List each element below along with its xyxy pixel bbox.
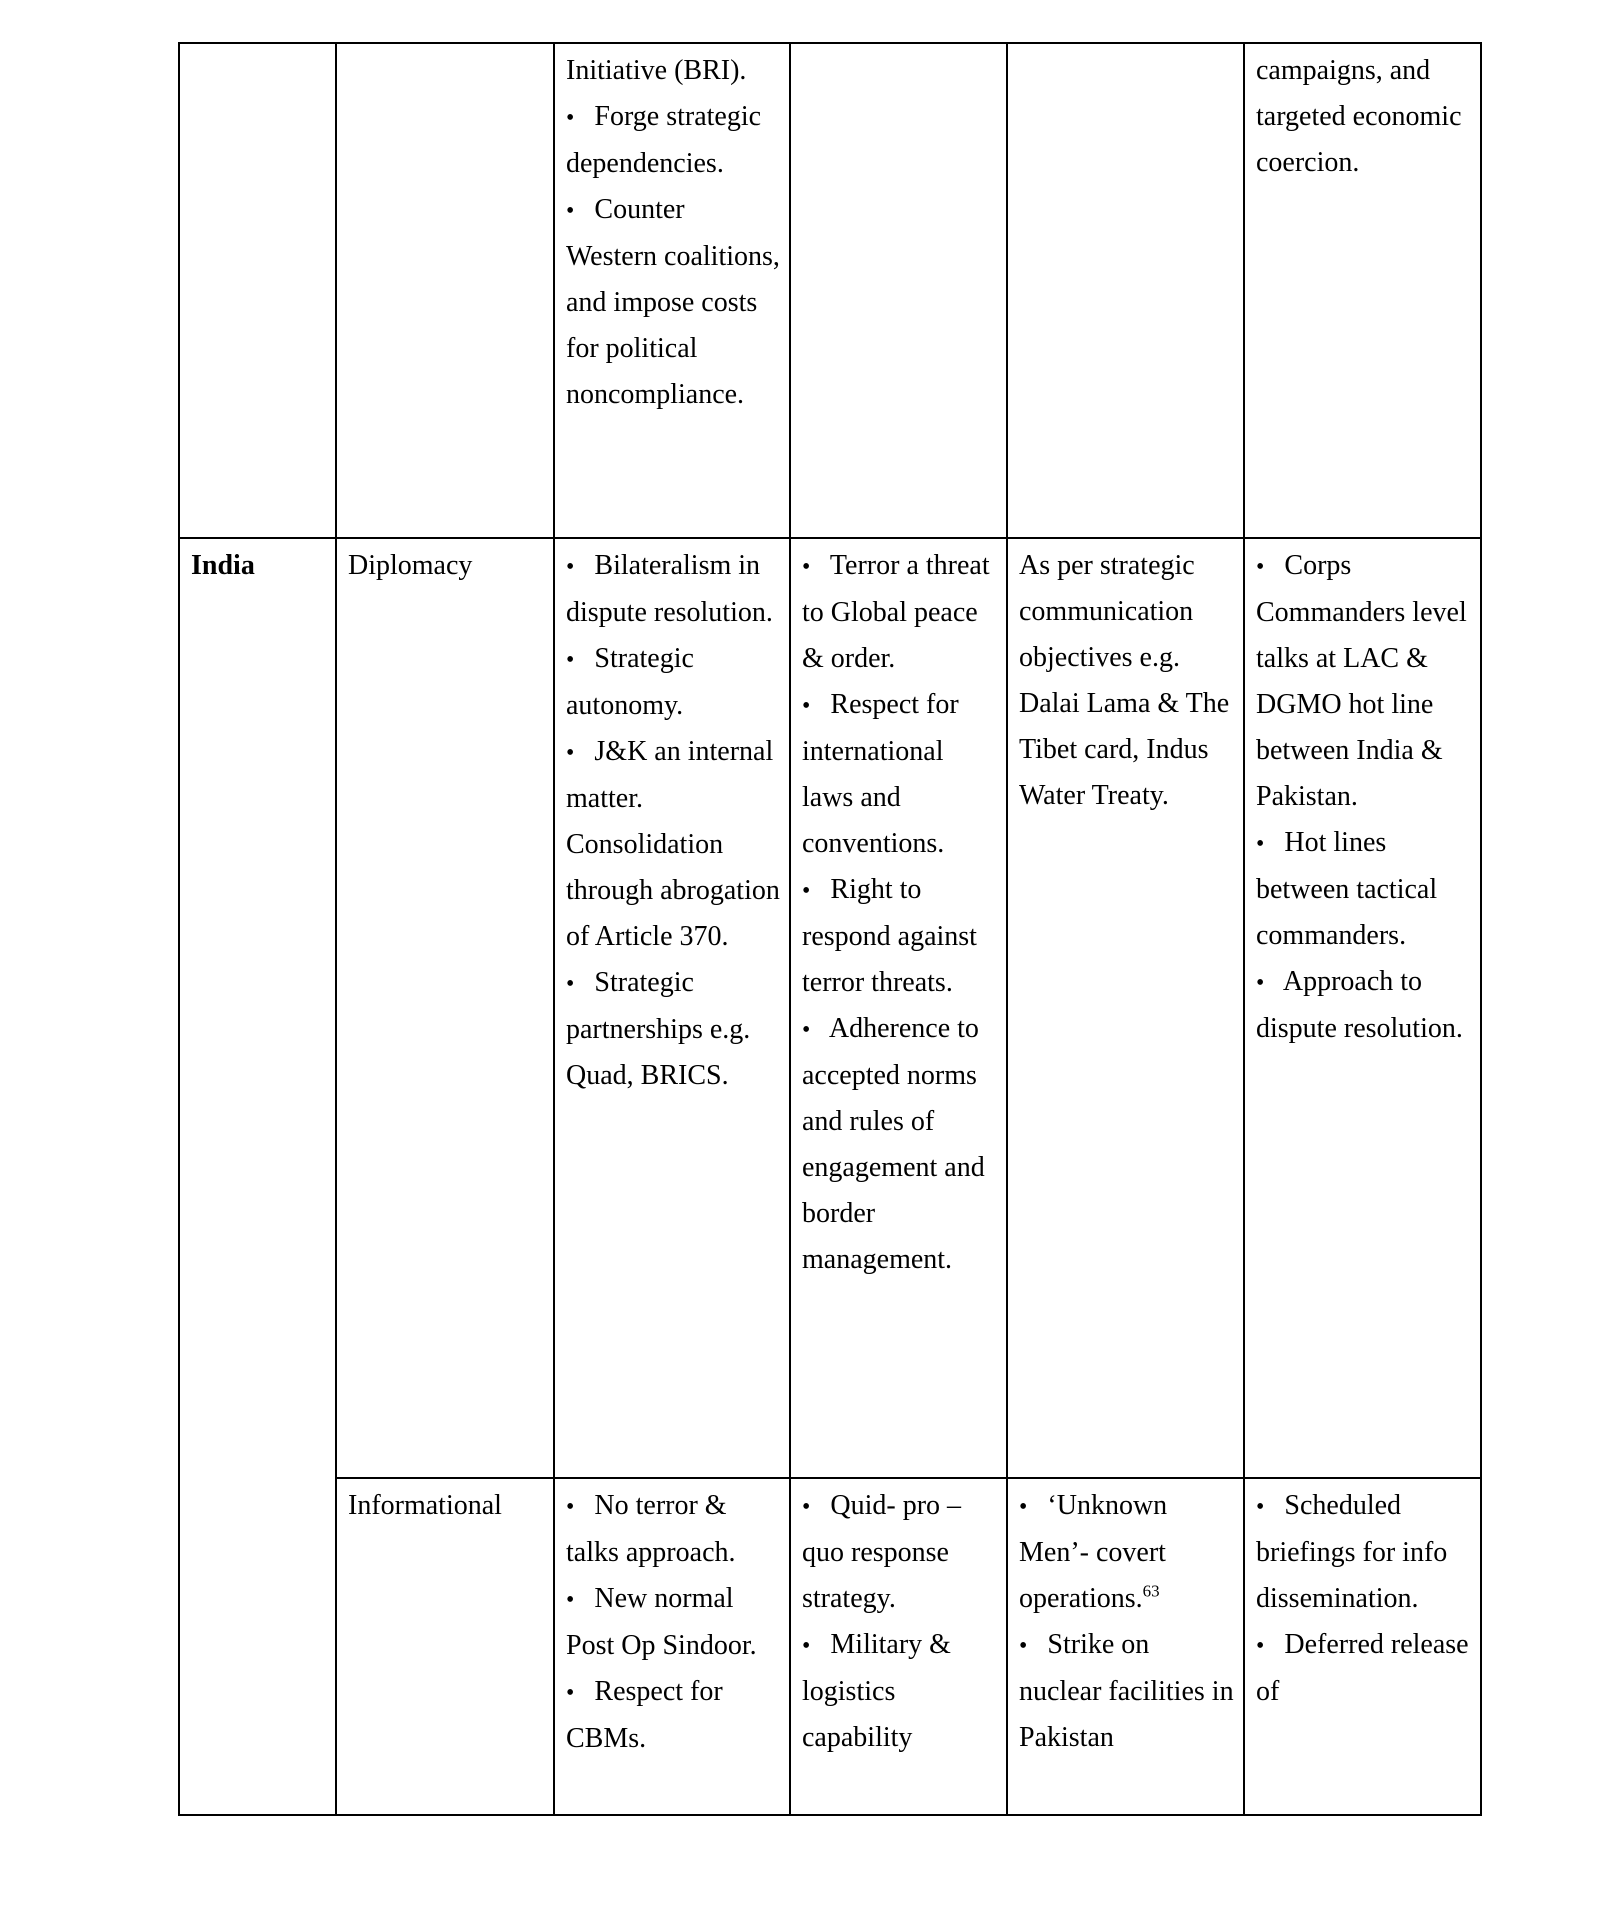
bullet-item — [802, 867, 997, 1006]
bullet-icon: • — [802, 1494, 811, 1520]
footnote-reference[interactable]: 63 — [1142, 1581, 1160, 1601]
bullet-item — [566, 187, 780, 418]
bullet-icon: • — [1256, 1494, 1265, 1520]
item-text: Counter Western coalitions, and impose costs for political noncompliance. — [566, 194, 780, 410]
item-text: Terror a threat to Global peace & order. — [802, 550, 990, 674]
bullet-item — [566, 543, 780, 636]
principles-cell — [790, 43, 1007, 538]
item-text: Strategic partnerships e.g. Quad, BRICS. — [566, 967, 751, 1091]
mechanisms-cell — [1244, 1478, 1481, 1815]
item-text: ‘Unknown Men’- covert operations. — [1019, 1490, 1168, 1614]
bullet-icon: • — [566, 1680, 575, 1706]
bullet-item — [802, 1006, 997, 1283]
bullet-item — [1256, 543, 1471, 820]
mechanisms-cell — [1244, 538, 1481, 1478]
item-text: Forge strategic dependencies. — [566, 101, 762, 179]
mechanisms-cell — [1244, 43, 1481, 538]
item-text: Adherence to accepted norms and rules of engagement and border management. — [802, 1013, 985, 1275]
bullet-item — [802, 543, 997, 682]
bullet-icon: • — [566, 1587, 575, 1613]
bullet-item — [1256, 820, 1471, 959]
bullet-icon: • — [566, 740, 575, 766]
signaling-cell — [1007, 43, 1244, 538]
item-text: Scheduled briefings for info dissemination. — [1256, 1490, 1448, 1614]
signaling-cell — [1007, 1478, 1244, 1815]
bullet-icon: • — [1256, 831, 1265, 857]
item-text: Approach to dispute resolution. — [1256, 966, 1463, 1044]
bullet-icon: • — [802, 1017, 811, 1043]
bullet-item — [1256, 959, 1471, 1052]
bullet-icon: • — [566, 647, 575, 673]
bullet-item — [566, 729, 780, 960]
bullet-item — [802, 1483, 997, 1622]
item-text: campaigns, and targeted economic coercion. — [1256, 55, 1462, 178]
item-text: Right to respond against terror threats. — [802, 874, 977, 998]
text-item — [566, 48, 780, 94]
bullet-icon: • — [566, 198, 575, 224]
bullet-icon: • — [802, 878, 811, 904]
item-text: Initiative (BRI). — [566, 55, 747, 86]
item-text: Respect for international laws and conventions. — [802, 689, 959, 859]
bullet-icon: • — [1256, 1633, 1265, 1659]
table-row-continuation — [179, 43, 1481, 538]
instrument-cell: Diplomacy — [336, 538, 554, 1478]
objectives-cell — [554, 538, 790, 1478]
item-text: As per strategic communication objectives e.g. Dalai Lama & The Tibet card, Indus Water Treaty. — [1019, 550, 1230, 811]
bullet-item — [566, 94, 780, 187]
bullet-icon: • — [566, 1494, 575, 1520]
principles-cell — [790, 538, 1007, 1478]
table-row-india-informational — [179, 1478, 1481, 1815]
table-row-india-diplomacy — [179, 538, 1481, 1478]
instrument-cell: Informational — [336, 1478, 554, 1815]
bullet-icon: • — [1256, 970, 1265, 996]
item-text: Strategic autonomy. — [566, 643, 694, 721]
signaling-cell — [1007, 538, 1244, 1478]
item-text: Military & logistics capability — [802, 1629, 951, 1753]
bullet-item — [1256, 1622, 1471, 1715]
bullet-item — [1019, 1622, 1234, 1761]
bullet-icon: • — [566, 105, 575, 131]
item-text: Corps Commanders level talks at LAC & DGMO hot line between India & Pakistan. — [1256, 550, 1467, 812]
item-text: New normal Post Op Sindoor. — [566, 1583, 757, 1661]
bullet-icon: • — [566, 554, 575, 580]
bullet-item — [566, 1669, 780, 1762]
item-text: No terror & talks approach. — [566, 1490, 736, 1568]
country-cell — [179, 43, 336, 538]
bullet-item — [566, 960, 780, 1099]
item-text: Quid- pro – quo response strategy. — [802, 1490, 962, 1614]
bullet-item — [1019, 1483, 1234, 1622]
item-text: Strike on nuclear facilities in Pakistan — [1019, 1629, 1234, 1753]
bullet-item — [566, 636, 780, 729]
item-text: Respect for CBMs. — [566, 1676, 723, 1754]
objectives-cell — [554, 43, 790, 538]
objectives-cell — [554, 1478, 790, 1815]
bullet-icon: • — [1019, 1494, 1028, 1520]
bullet-icon: • — [802, 1633, 811, 1659]
instrument-cell — [336, 43, 554, 538]
bullet-icon: • — [802, 554, 811, 580]
bullet-item — [1256, 1483, 1471, 1622]
bullet-icon: • — [566, 971, 575, 997]
bullet-icon: • — [802, 693, 811, 719]
bullet-item — [802, 682, 997, 867]
text-item — [1019, 543, 1234, 819]
text-item — [1256, 48, 1471, 186]
bullet-item — [566, 1576, 780, 1669]
country-cell: India — [179, 538, 336, 1815]
bullet-icon: • — [1019, 1633, 1028, 1659]
item-text: Hot lines between tactical commanders. — [1256, 827, 1438, 951]
item-text: Deferred release of — [1256, 1629, 1469, 1707]
policy-comparison-table — [178, 42, 1482, 1816]
bullet-icon: • — [1256, 554, 1265, 580]
bullet-item — [566, 1483, 780, 1576]
item-text: J&K an internal matter. Consolidation through abrogation of Article 370. — [566, 736, 780, 952]
item-text: Bilateralism in dispute resolution. — [566, 550, 773, 628]
principles-cell — [790, 1478, 1007, 1815]
bullet-item — [802, 1622, 997, 1761]
